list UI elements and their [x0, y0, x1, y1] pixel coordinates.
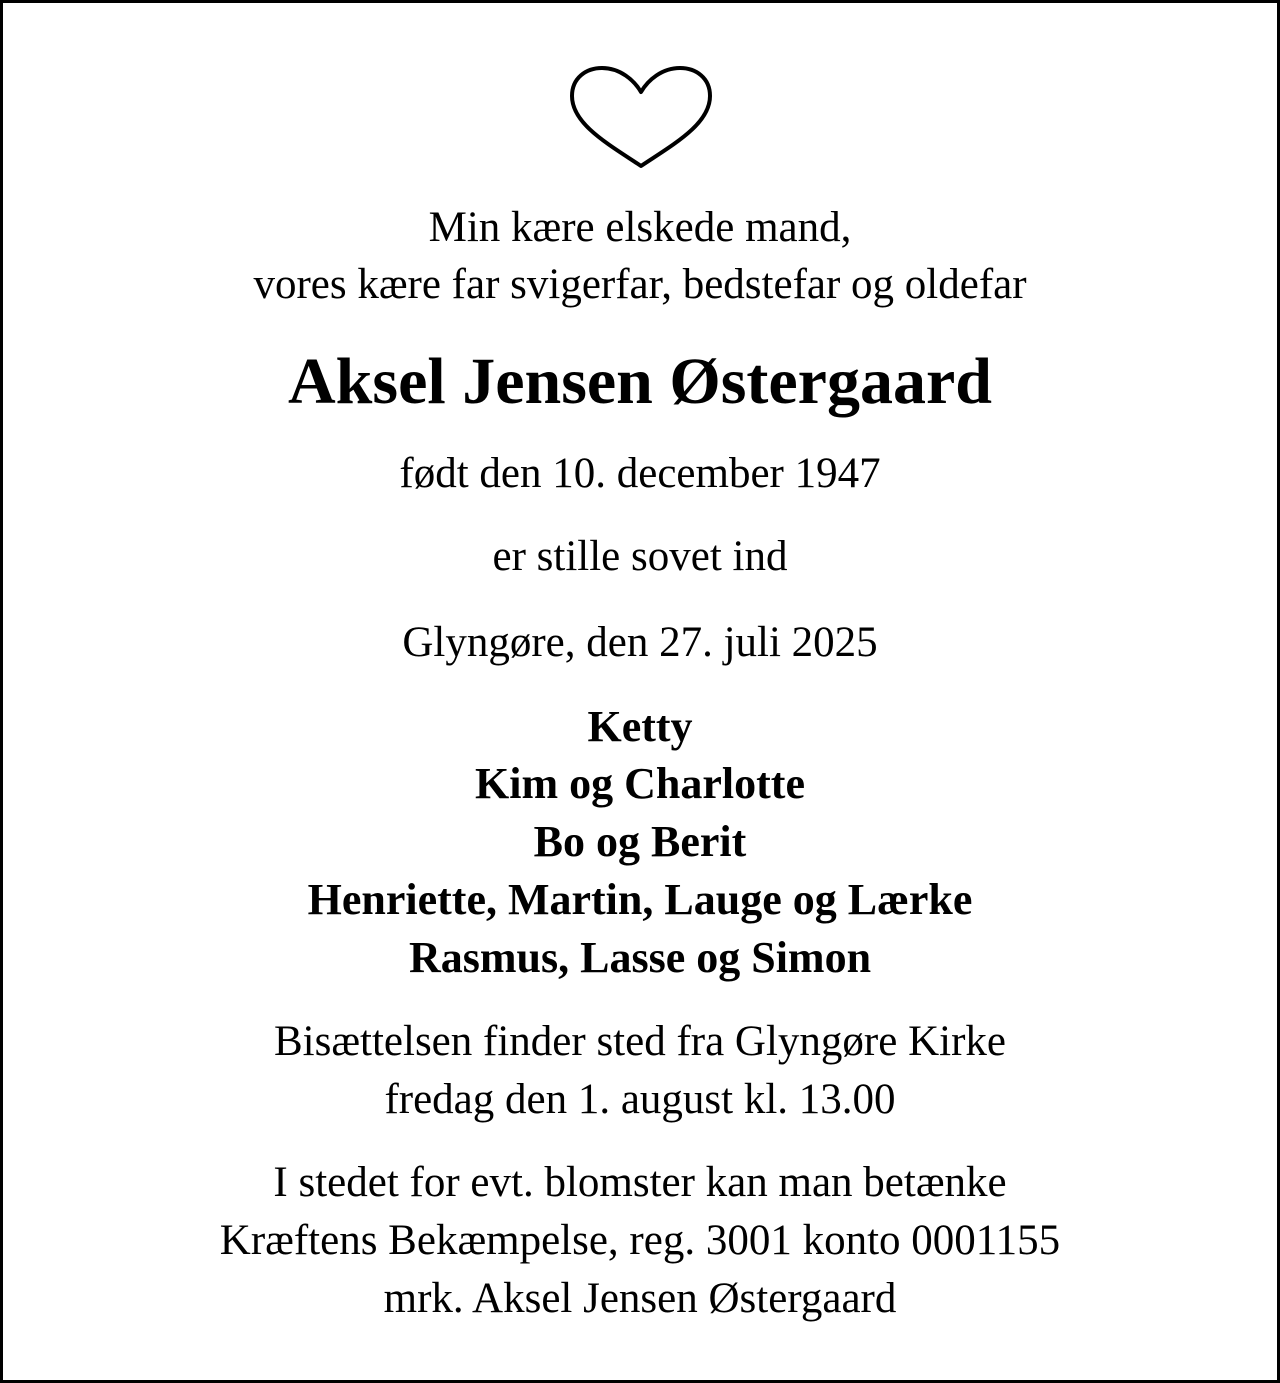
family-line: Henriette, Martin, Lauge og Lærke [307, 875, 973, 924]
donation-line-3: mrk. Aksel Jensen Østergaard [383, 1275, 897, 1322]
place-and-date: Glyngøre, den 27. juli 2025 [402, 619, 878, 666]
heart-outline-icon [568, 66, 714, 170]
family-line: Bo og Berit [533, 817, 747, 866]
family-line: Ketty [587, 702, 693, 751]
family-line: Rasmus, Lasse og Simon [408, 933, 872, 982]
birth-date: født den 10. december 1947 [399, 450, 881, 497]
family-line: Kim og Charlotte [475, 759, 805, 808]
donation-line-2: Kræftens Bekæmpelse, reg. 3001 konto 0001155 [219, 1217, 1061, 1264]
funeral-line-2: fredag den 1. august kl. 13.00 [384, 1076, 896, 1123]
funeral-line-1: Bisættelsen finder sted fra Glyngøre Kirke [273, 1018, 1006, 1065]
intro-line-2: vores kære far svigerfar, bedstefar og oldefar [253, 261, 1027, 308]
donation-line-1: I stedet for evt. blomster kan man betænke [273, 1159, 1007, 1206]
passed-away-text: er stille sovet ind [492, 533, 788, 580]
deceased-name: Aksel Jensen Østergaard [288, 345, 992, 418]
intro-line-1: Min kære elskede mand, [428, 204, 852, 251]
